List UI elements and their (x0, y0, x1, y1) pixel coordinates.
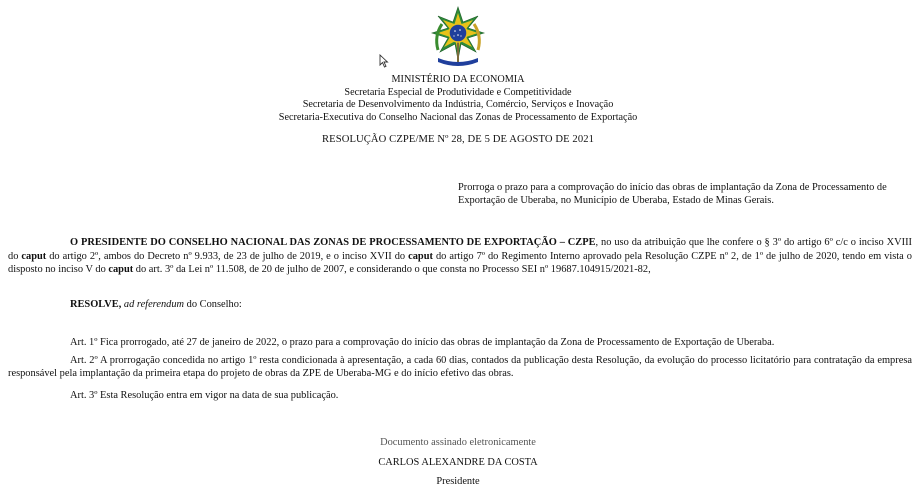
mouse-cursor-icon (379, 54, 389, 68)
preamble-text-4: do art. 3º da Lei nº 11.508, de 20 de julho de 2007, e considerando o que consta no Processo SEI nº 19687.104915/2021-82, (133, 264, 651, 276)
signatory-name: CARLOS ALEXANDRE DA COSTA (378, 457, 538, 468)
resolution-title: RESOLUÇÃO CZPE/ME Nº 28, DE 5 DE AGOSTO DE 2021 (321, 134, 595, 145)
resolve-italic: ad referendum (123, 299, 185, 310)
brazil-coat-of-arms-icon (430, 6, 486, 68)
article-2: Art. 2º A prorrogação concedida no artigo 1º resta condicionada à apresentação, a cada 60 dias, contados da publicação desta Resolução, da evolução do processo licitatório para contratação da empresa responsável pela implantação da primeira etapa do projeto de obras da ZPE de Uberaba-MG e do início efetivo das obras. (8, 355, 912, 380)
secretariat-line-1: Secretaria Especial de Produtividade e Competitividade (344, 86, 572, 98)
preamble-text-3: do artigo 7º do Regimento Interno aprovado pela Resolução CZPE nº 2, de 1º de julho de 2020, tendo em vista o disposto no inciso V do (8, 250, 912, 276)
preamble (8, 236, 912, 277)
preamble-lead: O PRESIDENTE DO CONSELHO NACIONAL DAS ZONAS DE PROCESSAMENTO DE EXPORTAÇÃO – CZPE (70, 237, 596, 248)
ementa: Prorroga o prazo para a comprovação do início das obras de implantação da Zona de Processamento de Exportação de Uberaba, no Município de Uberaba, Estado de Minas Gerais. (458, 182, 887, 207)
secretariat-line-3: Secretaria-Executiva do Conselho Nacional das Zonas de Processamento de Exportação (278, 111, 638, 123)
signature-note: Documento assinado eletronicamente (380, 437, 536, 448)
preamble-text-2: do artigo 2º, ambos do Decreto nº 9.933, de 23 de julho de 2019, e o inciso XVII do (46, 250, 409, 262)
document-header (0, 74, 916, 124)
signatory-role: Presidente (436, 476, 480, 487)
resolve-lead: RESOLVE, (70, 299, 122, 310)
caput-3: caput (108, 264, 134, 276)
resolve-clause (70, 299, 242, 310)
ministry-name: MINISTÉRIO DA ECONOMIA (391, 74, 525, 85)
caput-1: caput (21, 250, 47, 262)
caput-2: caput (408, 250, 433, 262)
article-3: Art. 3º Esta Resolução entra em vigor na data de sua publicação. (70, 390, 339, 401)
resolve-rest: do Conselho: (184, 299, 242, 310)
preamble-text-1: , no uso da atribuição que lhe confere o § 3º do artigo 6º c/c o inciso XVIII do (8, 237, 913, 262)
secretariat-line-2: Secretaria de Desenvolvimento da Indústria, Comércio, Serviços e Inovação (302, 99, 614, 111)
article-1: Art. 1º Fica prorrogado, até 27 de janeiro de 2022, o prazo para a comprovação do início das obras de implantação da Zona de Processamento de Exportação de Uberaba. (70, 337, 775, 348)
